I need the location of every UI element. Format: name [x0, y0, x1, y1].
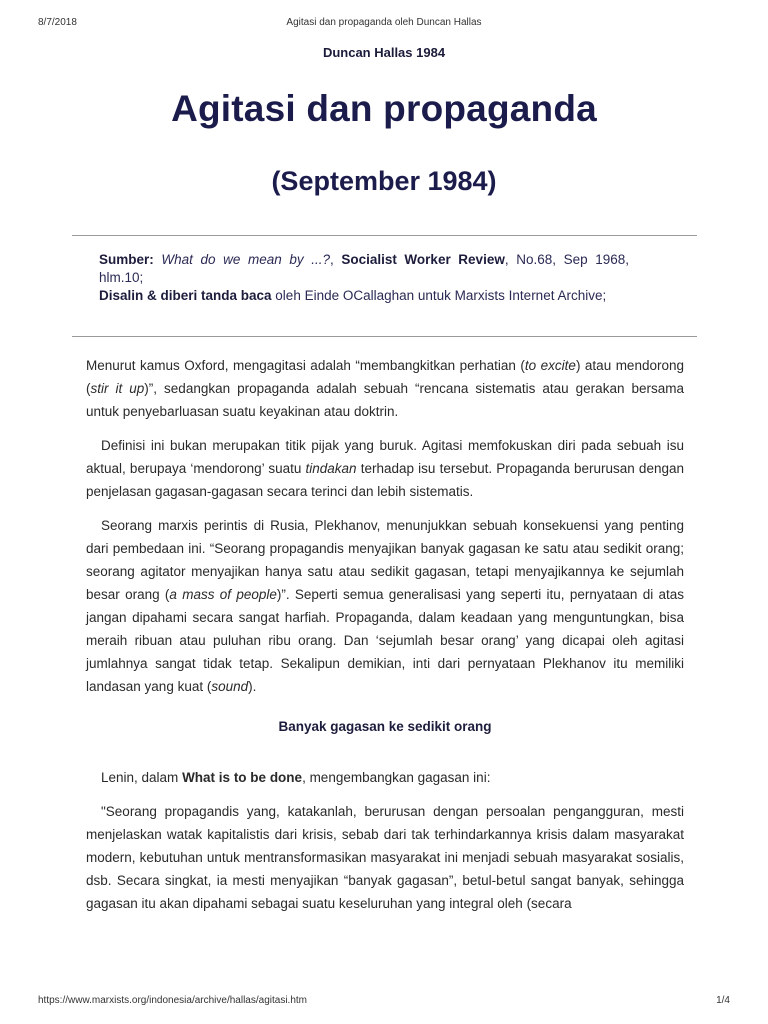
- source-info: [99, 251, 629, 305]
- disalin-text: oleh Einde OCallaghan untuk Marxists Internet Archive;: [271, 288, 607, 303]
- p1-italic-a: to excite: [524, 358, 576, 373]
- p4-text-b: , mengembangkan gagasan ini:: [302, 770, 491, 785]
- paragraph-1: [86, 354, 684, 423]
- p1-text-c: )”, sedangkan propaganda adalah sebuah “rencana sistematis atau gerakan bersama untuk penyebarluasan suatu keyakinan atau doktrin.: [86, 381, 684, 419]
- p4-bold-title: What is to be done: [182, 770, 303, 785]
- divider-bottom: [72, 336, 697, 337]
- p3-italic-b: sound: [211, 679, 249, 694]
- page-subtitle: (September 1984): [271, 166, 497, 196]
- source-details: , No.68, Sep 1968, hlm.10;: [99, 252, 629, 285]
- work-title-link[interactable]: What do we mean by ...?: [161, 252, 330, 267]
- source-line: [99, 251, 629, 287]
- article-body: [86, 354, 684, 915]
- p4-text-a: Lenin, dalam: [101, 770, 183, 785]
- p2-text-b: terhadap isu tersebut. Propaganda berurusan dengan penjelasan gagasan-gagasan secara terinci dan lebih sistematis.: [86, 461, 684, 499]
- p1-italic-b: stir it up: [90, 381, 145, 396]
- print-footer: [38, 995, 730, 1007]
- section-heading: Banyak gagasan ke sedikit orang: [278, 719, 492, 734]
- print-date: 8/7/2018: [38, 17, 77, 28]
- p1-text-b: ) atau mendorong (: [86, 358, 684, 396]
- p2-italic-a: tindakan: [305, 461, 357, 476]
- p3-text-c: ).: [248, 679, 257, 694]
- p3-text-b: )”. Seperti semua generalisasi yang seperti itu, pernyataan di atas jangan dipahami secara sangat harfiah. Propaganda, dalam keadaan yang menguntungkan, bisa meraih ribuan atau puluhan ribu orang. Dan ‘sejumlah besar orang’ yang dicapai oleh agitasi jumlahnya sangat tidak tetap. Sekalipun demikian, inti dari pernyataan Plekhanov itu memiliki landasan yang kuat (: [86, 587, 685, 694]
- p2-text-a: Definisi ini bukan merupakan titik pijak yang buruk. Agitasi memfokuskan diri pada sebuah isu aktual, berupaya ‘mendorong’ suatu: [86, 438, 684, 476]
- p3-italic-a: a mass of people: [169, 587, 277, 602]
- print-page-title: Agitasi dan propaganda oleh Duncan Hallas: [286, 17, 482, 28]
- source-separator: ,: [329, 252, 342, 267]
- paragraph-3: [86, 514, 684, 698]
- page-title: Agitasi dan propaganda: [171, 88, 597, 129]
- transcription-line: [99, 287, 629, 305]
- p3-text-a: Seorang marxis perintis di Rusia, Plekhanov, menunjukkan sebuah konsekuensi yang penting dari pembedaan ini. “Seorang propagandis menyajikan banyak gagasan ke satu atau sedikit orang; seorang agitator menyajikan hanya satu atau sedikit gagasan, tetapi menyajikannya ke sejumlah besar orang (: [86, 518, 684, 602]
- quote-paragraph: "Seorang propagandis yang, katakanlah, berurusan dengan persoalan pengangguran, mesti menjelaskan watak kapitalistis dari krisis, sebab dari tak terhindarkannya krisis dalam masyarakat modern, kebutuhan untuk mentransformasikan masyarakat ini menjadi sebuah masyarakat sosialis, dsb. Secara singkat, ia mesti menyajikan “banyak gagasan”, betul-betul sangat banyak, sehingga gagasan itu akan dipahami sebagai suatu keseluruhan yang integral oleh (secara: [86, 804, 684, 911]
- p1-text-a: Menurut kamus Oxford, mengagitasi adalah “membangkitkan perhatian (: [86, 358, 525, 373]
- paragraph-4: [86, 766, 684, 789]
- journal-name: Socialist Worker Review: [341, 252, 505, 267]
- paragraph-2: [86, 434, 684, 503]
- page-number: 1/4: [716, 995, 730, 1006]
- author-line: Duncan Hallas 1984: [322, 45, 446, 60]
- sumber-label: Sumber:: [99, 252, 154, 267]
- disalin-label: Disalin & diberi tanda baca: [99, 288, 272, 303]
- divider-top: [72, 235, 697, 236]
- print-url: https://www.marxists.org/indonesia/archive/hallas/agitasi.htm: [38, 995, 308, 1006]
- print-header: [38, 17, 730, 29]
